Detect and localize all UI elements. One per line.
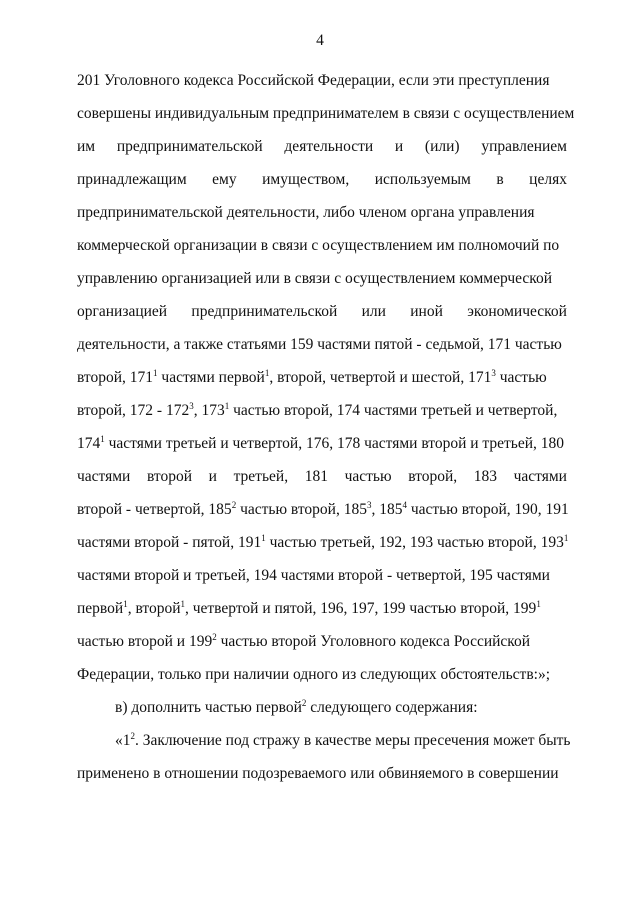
text-line: первой$^1$, второй$^1$, четвертой и пятой, 196, 197, 199 частью второй, $199^1$ xyxy=(77,599,541,617)
word: иной xyxy=(410,303,443,320)
word: ему xyxy=(212,171,237,188)
word: частью xyxy=(344,468,392,485)
word: частями xyxy=(513,468,567,485)
text-line: «$1^2$. Заключение под стражу в качестве меры пресечения может быть xyxy=(115,731,571,749)
text-line: коммерческой организации в связи с осуществлением им полномочий по xyxy=(77,237,560,254)
text-line: 201 Уголовного кодекса Российской Федерации, если эти преступления xyxy=(77,72,550,89)
text-line: в) дополнить частью первой$^2$ следующего содержания: xyxy=(115,698,478,716)
word: 183 xyxy=(473,468,497,485)
word: управлением xyxy=(481,138,567,155)
text-line: деятельности, а также статьями 159 частями пятой - седьмой, 171 частью xyxy=(77,336,562,353)
text-line: управлению организацией или в связи с осуществлением коммерческой xyxy=(77,270,553,287)
text-line: частями второй - пятой, $191^1$ частью третьей, 192, 193 частью второй, $193^1$ xyxy=(77,533,569,551)
word: используемым xyxy=(374,171,471,188)
word: им xyxy=(77,138,96,155)
word: или xyxy=(361,303,386,320)
word: экономической xyxy=(467,303,567,320)
word: деятельности xyxy=(284,138,374,155)
text-line: Федерации, только при наличии одного из следующих обстоятельств:»; xyxy=(77,666,550,683)
word: и xyxy=(394,138,404,155)
page-number: 4 xyxy=(316,32,324,49)
text-line: применено в отношении подозреваемого или обвиняемого в совершении xyxy=(77,765,559,782)
word: предпринимательской xyxy=(191,303,338,320)
word: частями xyxy=(77,468,131,485)
word: имуществом, xyxy=(262,171,350,188)
word: в xyxy=(496,171,504,188)
word: (или) xyxy=(424,138,460,155)
text-line: второй, $172 - 172^3$, $173^1$ частью второй, 174 частями третьей и четвертой, xyxy=(77,401,558,419)
word: и xyxy=(208,468,217,485)
text-line xyxy=(77,295,567,328)
word: 181 xyxy=(304,468,328,485)
text-line xyxy=(77,460,567,493)
text-line: второй, $171^1$ частями первой$^1$, второй, четвертой и шестой, $171^3$ частью xyxy=(77,368,547,386)
word: третьей, xyxy=(233,468,289,485)
word: второй, xyxy=(408,468,458,485)
word: предпринимательской xyxy=(116,138,263,155)
text-line xyxy=(77,130,567,163)
text-line: предпринимательской деятельности, либо членом органа управления xyxy=(77,204,535,221)
text-line: частями второй и третьей, 194 частями второй - четвертой, 195 частями xyxy=(77,567,550,584)
word: второй xyxy=(146,468,193,485)
document-body xyxy=(77,64,575,790)
text-line: совершены индивидуальным предпринимателем в связи с осуществлением xyxy=(77,105,575,122)
text-line: второй - четвертой, $185^2$ частью второй, $185^3$, $185^4$ частью второй, 190, 191 xyxy=(77,500,569,518)
word: целях xyxy=(529,171,567,188)
word: принадлежащим xyxy=(77,171,187,188)
text-line xyxy=(77,163,567,196)
text-line: $174^1$ частями третьей и четвертой, 176, 178 частями второй и третьей, 180 xyxy=(77,434,565,452)
text-line: частью второй и $199^2$ частью второй Уголовного кодекса Российской xyxy=(77,632,531,650)
word: организацией xyxy=(77,303,168,320)
